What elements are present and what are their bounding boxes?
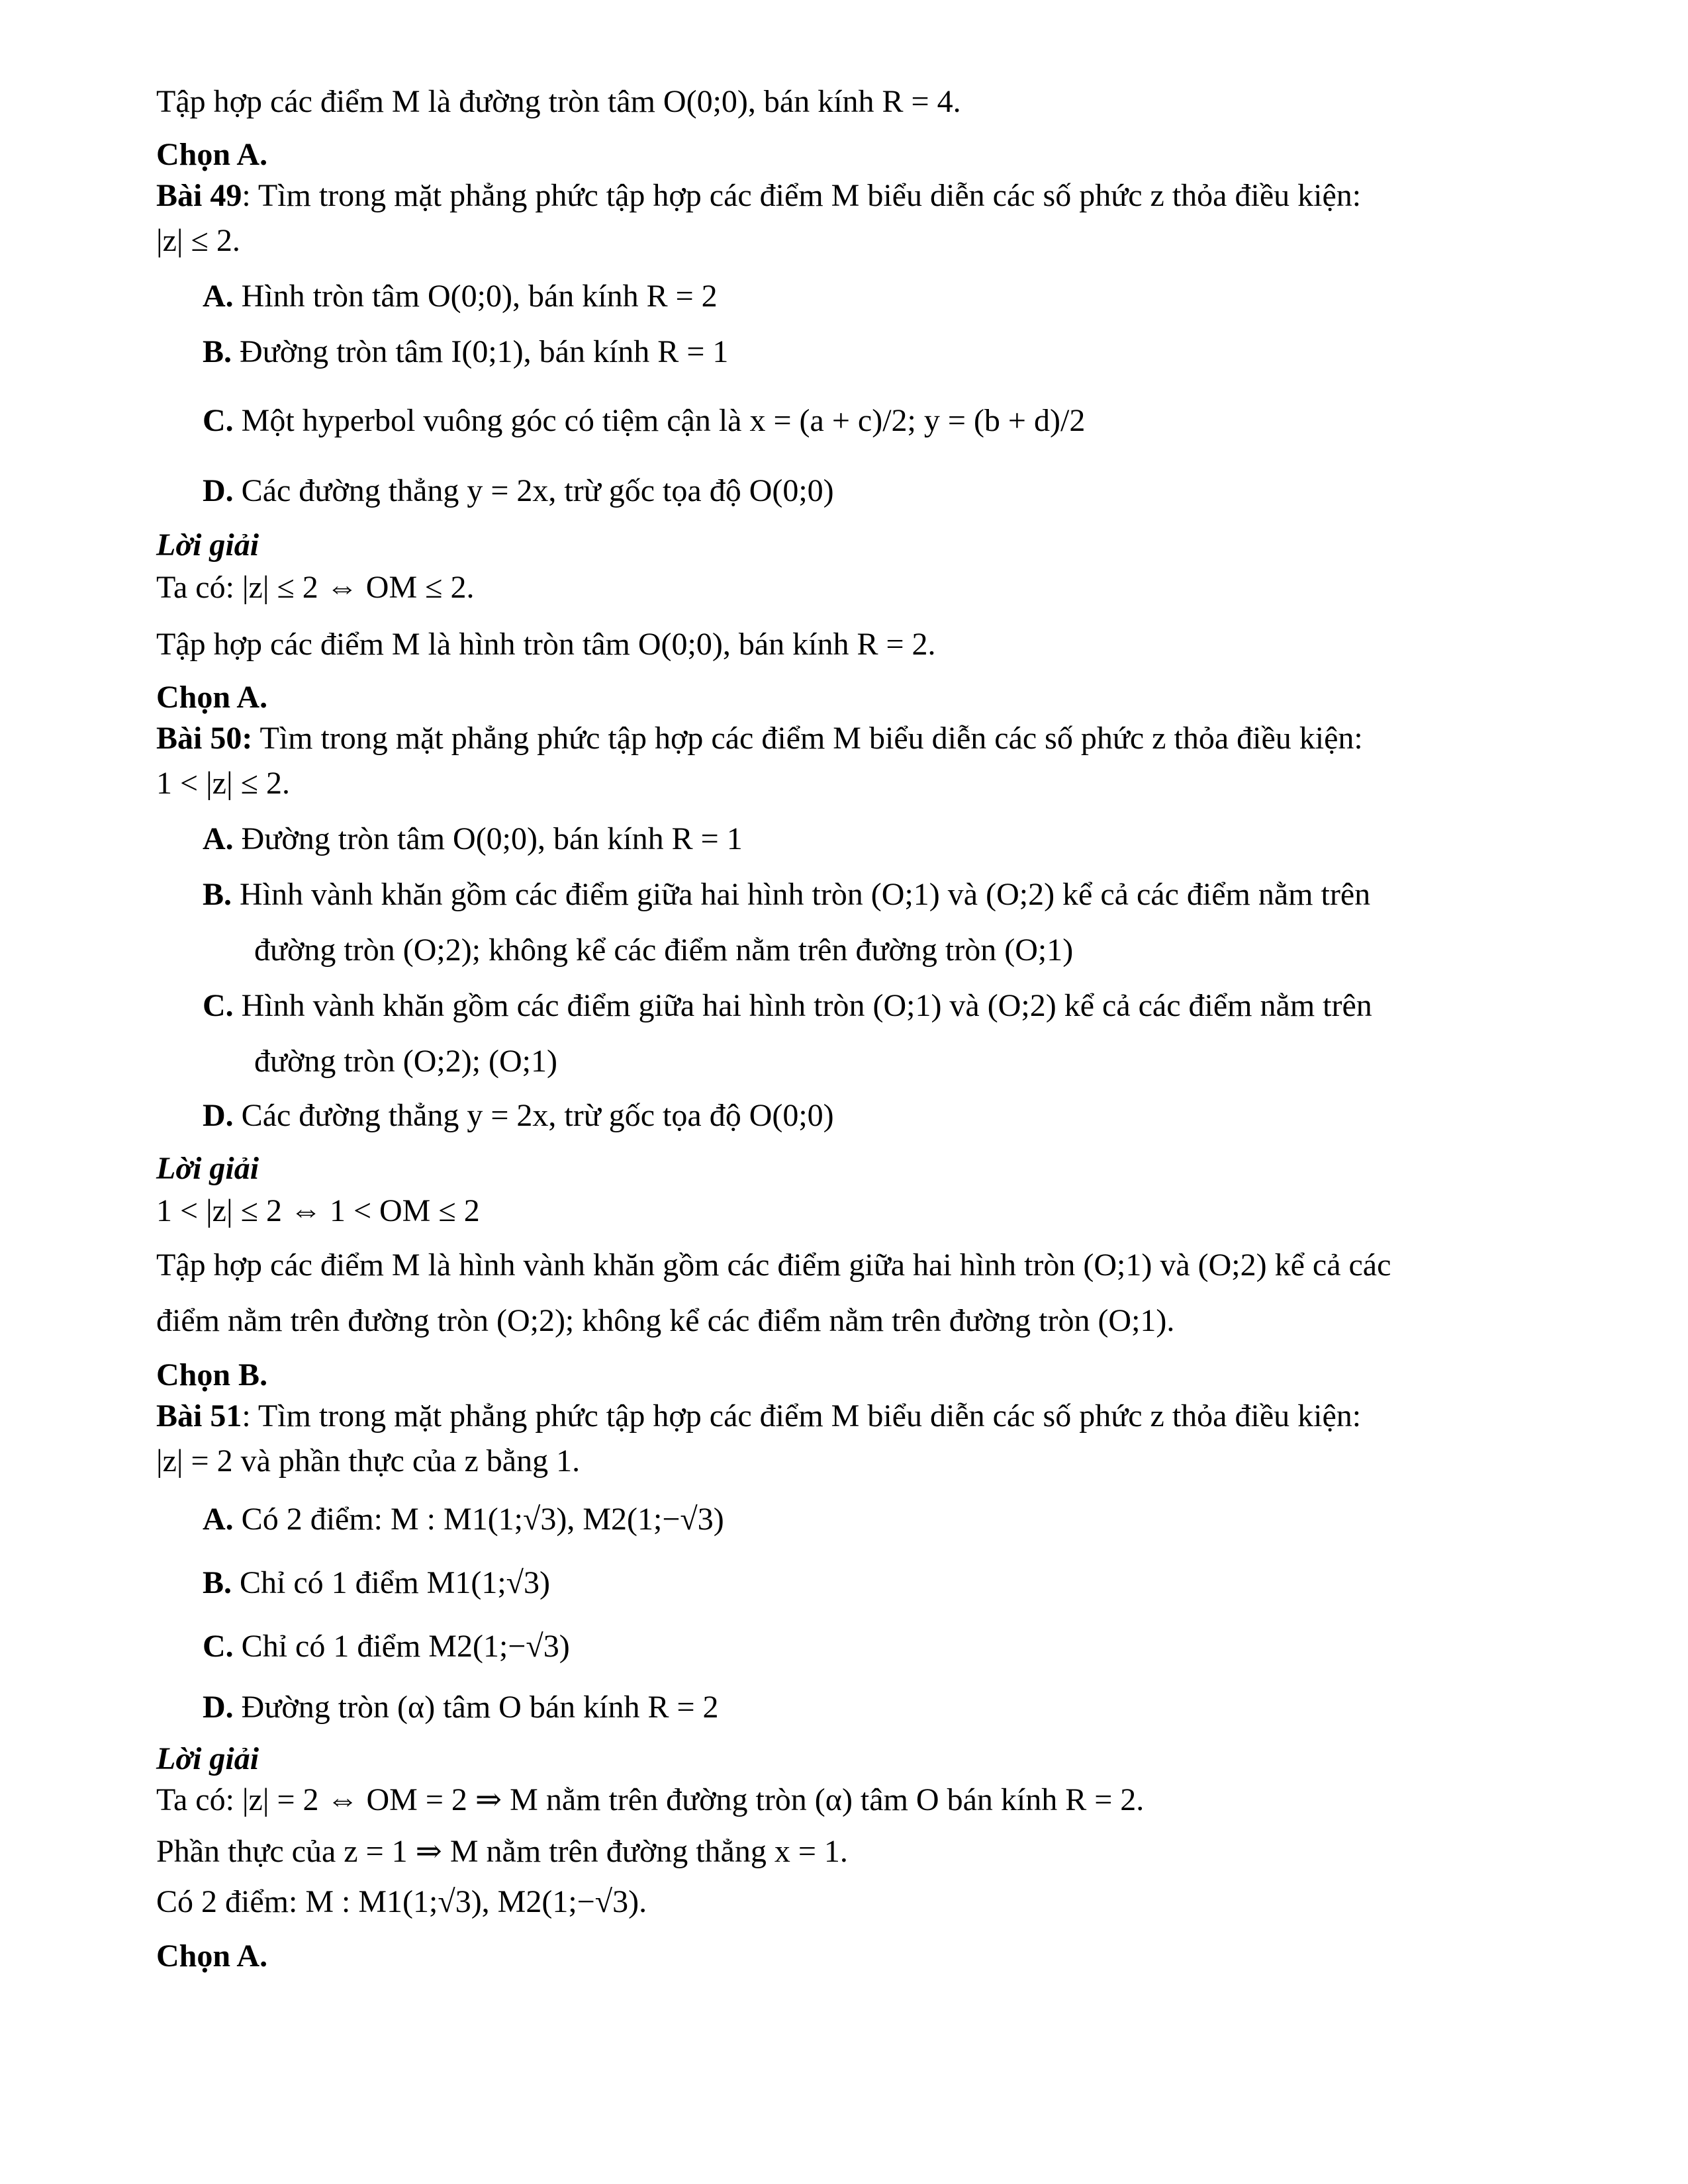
option-c: C. Hình vành khăn gồm các điểm giữa hai hình tròn (O;1) và (O;2) kể cả các điểm nằm trên <box>203 988 1372 1023</box>
option-d: D. Các đường thẳng y = 2x, trừ gốc tọa độ O(0;0) <box>203 1098 834 1133</box>
solution-heading: Lời giải <box>156 527 259 563</box>
option-a: A. Đường tròn tâm O(0;0), bán kính R = 1 <box>203 821 743 856</box>
option-c: C. Một hyperbol vuông góc có tiệm cận là x = (a + c)/2; y = (b + d)/2 <box>203 403 1086 438</box>
answer-line: Chọn A. <box>156 680 268 715</box>
option-b: B. Đường tròn tâm I(0;1), bán kính R = 1 <box>203 334 729 369</box>
text-line: đường tròn (O;2); (O;1) <box>254 1044 557 1079</box>
option-a: A. Có 2 điểm: M : M1(1;√3), M2(1;−√3) <box>203 1502 724 1537</box>
text-line: Tập hợp các điểm M là đường tròn tâm O(0;0), bán kính R = 4. <box>156 84 961 119</box>
option-d: D. Đường tròn (α) tâm O bán kính R = 2 <box>203 1690 719 1725</box>
option-c: C. Chỉ có 1 điểm M2(1;−√3) <box>203 1629 570 1664</box>
solution-heading: Lời giải <box>156 1151 259 1186</box>
text-line: 1 < |z| ≤ 2. <box>156 766 290 801</box>
answer-line: Chọn B. <box>156 1357 268 1392</box>
solution-heading: Lời giải <box>156 1741 259 1776</box>
answer-line: Chọn A. <box>156 1938 268 1974</box>
exercise-50-title: Bài 50: Tìm trong mặt phẳng phức tập hợp các điểm M biểu diễn các số phức z thỏa điều kiện: <box>156 721 1363 756</box>
text-line: |z| = 2 và phần thực của z bằng 1. <box>156 1443 581 1479</box>
option-b: B. Chỉ có 1 điểm M1(1;√3) <box>203 1565 550 1600</box>
text-line: Ta có: |z| = 2 ⇔ OM = 2 ⇒ M nằm trên đường tròn (α) tâm O bán kính R = 2. <box>156 1782 1145 1817</box>
answer-line: Chọn A. <box>156 137 268 172</box>
text-line: đường tròn (O;2); không kể các điểm nằm trên đường tròn (O;1) <box>254 933 1074 968</box>
text-line: Ta có: |z| ≤ 2 ⇔ OM ≤ 2. <box>156 570 475 605</box>
text-line: Có 2 điểm: M : M1(1;√3), M2(1;−√3). <box>156 1884 647 1919</box>
text-line: 1 < |z| ≤ 2 ⇔ 1 < OM ≤ 2 <box>156 1193 480 1228</box>
text-line: Tập hợp các điểm M là hình tròn tâm O(0;0), bán kính R = 2. <box>156 627 936 662</box>
option-d: D. Các đường thẳng y = 2x, trừ gốc tọa độ O(0;0) <box>203 473 834 508</box>
text-line: |z| ≤ 2. <box>156 223 240 258</box>
text-line: Phần thực của z = 1 ⇒ M nằm trên đường thẳng x = 1. <box>156 1834 848 1869</box>
exercise-49-title: Bài 49: Tìm trong mặt phẳng phức tập hợp các điểm M biểu diễn các số phức z thỏa điều kiện: <box>156 178 1362 213</box>
exercise-51-title: Bài 51: Tìm trong mặt phẳng phức tập hợp các điểm M biểu diễn các số phức z thỏa điều kiện: <box>156 1398 1362 1433</box>
text-line: điểm nằm trên đường tròn (O;2); không kể các điểm nằm trên đường tròn (O;1). <box>156 1303 1175 1338</box>
option-a: A. Hình tròn tâm O(0;0), bán kính R = 2 <box>203 279 718 314</box>
option-b: B. Hình vành khăn gồm các điểm giữa hai hình tròn (O;1) và (O;2) kể cả các điểm nằm trên <box>203 877 1371 912</box>
text-line: Tập hợp các điểm M là hình vành khăn gồm các điểm giữa hai hình tròn (O;1) và (O;2) kể cả các <box>156 1248 1391 1283</box>
